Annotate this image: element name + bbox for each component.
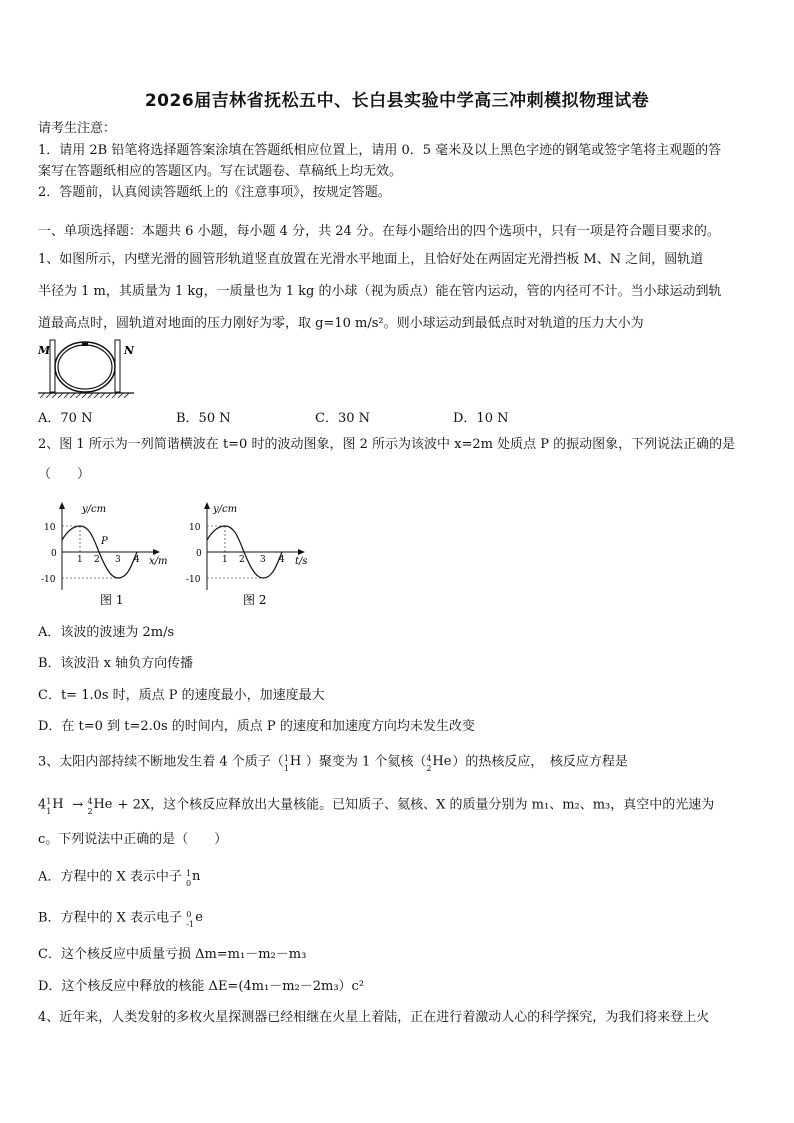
q1-option-b: B．50 N [176, 411, 231, 426]
fig1-xtick-1: 1 [77, 555, 83, 565]
q3-line-1 [38, 754, 758, 771]
fig2-caption: 图 2 [243, 593, 267, 607]
q1-line-1: 1、如图所示，内壁光滑的圆管形轨道竖直放置在光滑水平地面上，且恰好处在两固定光滑挡板 M、N 之间，圆轨道 [38, 252, 704, 267]
fig1-caption: 图 1 [100, 593, 124, 607]
fig1-x-arrow [153, 549, 160, 555]
notice-item-2: 2．答题前，认真阅读答题纸上的《注意事项》，按规定答题。 [38, 185, 391, 200]
q2-figure-2 [183, 500, 319, 610]
q2-option-d: D．在 t=0 到 t=2.0s 的时间内，质点 P 的速度和加速度方向均未发生改变 [38, 719, 475, 734]
fig1-xtick-4: 4 [134, 555, 140, 565]
q2-option-a: A．该波的波速为 2m/s [38, 625, 175, 640]
q3-line-2 [38, 797, 758, 814]
fig1-ylabel: y/cm [82, 504, 107, 515]
q1-option-a: A．70 N [38, 411, 93, 426]
q3-line-1-part-c: ）的热核反应， 核反应方程是 [452, 754, 628, 770]
q2-figure-1 [38, 500, 174, 610]
q3-line-3: c。下列说法中正确的是（ ） [38, 832, 228, 847]
q3-option-b: B．方程中的 X 表示电子 0 -1 e [38, 910, 758, 927]
fig1-xtick-3: 3 [115, 555, 121, 565]
q2-option-c: C．t= 1.0s 时，质点 P 的速度最小，加速度最大 [38, 688, 325, 703]
q1-inner-ring [58, 345, 112, 389]
q3-equation-coef: 4 [38, 797, 47, 813]
q1-ball [82, 342, 88, 346]
q1-label-m: M [38, 344, 51, 357]
nuclide-proton: 1 1 H [283, 754, 302, 773]
q4-line-1: 4、近年来，人类发射的多枚火星探测器已经相继在火星上着陆，正在进行着激动人心的科学探究，为我们将来登上火 [38, 1010, 710, 1025]
fig2-ytick-neg10: -10 [186, 575, 201, 585]
q3-option-d: D．这个核反应中释放的核能 ΔE=(4m₁－m₂－2m₃）c² [38, 979, 365, 994]
fig1-y-arrow [59, 502, 65, 509]
fig1-ytick-neg10: -10 [41, 575, 56, 585]
nuclide-electron: 0 -1 e [186, 910, 203, 929]
q3-line-1-part-b: ）聚变为 1 个氦核（ [305, 754, 427, 770]
equation-nuclide-helium: 4 2 He [87, 797, 113, 816]
q2-line-1: 2、图 1 所示为一列简谐横波在 t=0 时的波动图象，图 2 所示为该波中 x=2m 处质点 P 的振动图象，下列说法正确的是 [38, 437, 736, 452]
fig2-xtick-1: 1 [222, 555, 228, 565]
q2-option-b: B．该波沿 x 轴负方向传播 [38, 656, 194, 671]
notice-item-1-line-1: 1．请用 2B 铅笔将选择题答案涂填在答题纸相应位置上，请用 0．5 毫米及以上黑色字迹的钢笔或签字笔将主观题的答 [38, 143, 722, 158]
nuclide-helium: 4 2 He [426, 754, 452, 773]
q1-outer-ring [55, 342, 115, 392]
fig2-ytick-10: 10 [189, 523, 201, 533]
fig1-point-label: P [101, 536, 108, 547]
q3-equation-arrow: → [68, 797, 88, 813]
q3-option-a: A．方程中的 X 表示中子 1 0 n [38, 869, 758, 886]
fig2-ytick-0: 0 [196, 549, 202, 559]
notice-heading: 请考生注意： [38, 121, 117, 136]
page-title: 2026届吉林省抚松五中、长白县实验中学高三冲刺模拟物理试卷 [144, 91, 650, 111]
q1-label-n: N [124, 344, 135, 357]
fig1-xtick-2: 2 [94, 555, 100, 565]
q3-option-c: C．这个核反应中质量亏损 Δm=m₁－m₂－m₃ [38, 947, 307, 962]
equation-nuclide-proton: 1 1 H [46, 797, 64, 816]
q1-line-3: 道最高点时，圆轨道对地面的压力刚好为零，取 g=10 m/s²。则小球运动到最低点时对轨道的压力大小为 [38, 316, 644, 331]
q1-ground-hatch [40, 393, 129, 398]
fig2-xtick-4: 4 [279, 555, 285, 565]
q1-option-c: C．30 N [315, 411, 370, 426]
fig2-x-arrow [298, 549, 305, 555]
q2-line-2: （ ） [38, 467, 91, 482]
fig2-xtick-2: 2 [239, 555, 245, 565]
fig1-xlabel: x/m [149, 556, 168, 567]
fig2-y-arrow [204, 502, 210, 509]
q1-wall-left [50, 340, 55, 392]
notice-item-1-line-2: 案写在答题纸相应的答题区内。写在试题卷、草稿纸上均无效。 [38, 164, 403, 179]
section-1-heading: 一、单项选择题：本题共 6 小题，每小题 4 分，共 24 分。在每小题给出的四个选项中，只有一项是符合题目要求的。 [38, 224, 720, 239]
fig1-ytick-0: 0 [51, 549, 57, 559]
fig2-xtick-3: 3 [260, 555, 266, 565]
q1-figure [38, 336, 148, 398]
nuclide-neutron: 1 0 n [186, 869, 201, 888]
q1-line-2: 半径为 1 m，其质量为 1 kg，一质量也为 1 kg 的小球（视为质点）能在管内运动，管的内径可不计。当小球运动到轨 [38, 284, 722, 299]
fig2-ylabel: y/cm [213, 504, 238, 515]
q1-wall-right [115, 340, 120, 392]
fig2-xlabel: t/s [295, 556, 308, 567]
q1-option-d: D．10 N [453, 411, 509, 426]
q3-line-2-rest: + 2X，这个核反应释放出大量核能。已知质子、氦核、X 的质量分别为 m₁、m₂、m₃，真空中的光速为 [113, 797, 715, 813]
q3-line-1-part-a: 3、太阳内部持续不断地发生着 4 个质子（ [38, 754, 284, 770]
fig1-ytick-10: 10 [44, 523, 56, 533]
